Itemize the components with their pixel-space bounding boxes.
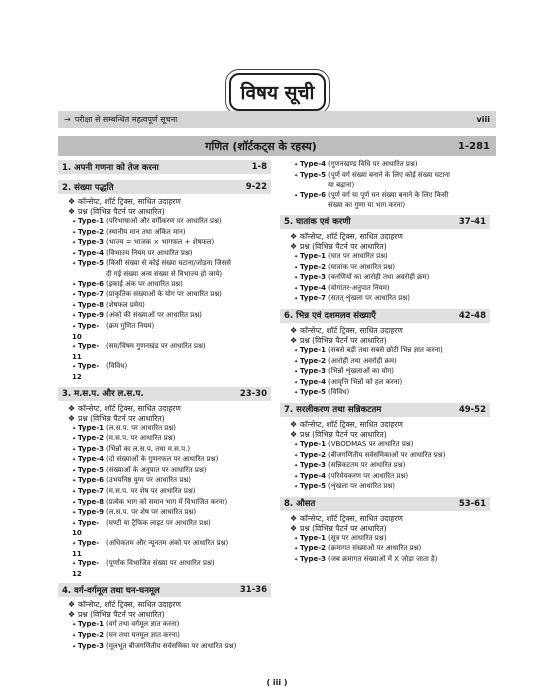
type-label: ✦ Type-10 bbox=[72, 322, 106, 342]
chapter-header[interactable] bbox=[58, 160, 271, 174]
concept-bullet bbox=[290, 420, 490, 430]
type-desc: संख्या का गुणा या भाग करना) bbox=[328, 201, 406, 210]
type-label: ✦ Type-3 bbox=[294, 367, 328, 378]
type-row bbox=[294, 273, 490, 284]
type-desc: (उभयनिष्ठ युग्म पर आधारित प्रश्न) bbox=[106, 476, 191, 485]
section-header bbox=[58, 136, 496, 156]
type-row bbox=[294, 357, 490, 368]
page-number: ( iii ) bbox=[266, 678, 288, 687]
type-desc: (गुणनखण्ड विधि पर आधारित प्रश्न) bbox=[328, 160, 418, 168]
bullet-text: कॉन्सेप्ट, शॉर्ट ट्रिक्स, साधित उदाहरण bbox=[78, 403, 181, 413]
type-label: ✦ Type-2 bbox=[294, 357, 328, 368]
type-row bbox=[294, 534, 490, 545]
chapter-pages: 23-30 bbox=[239, 388, 267, 399]
question-bullet bbox=[290, 336, 490, 346]
chapter-header[interactable] bbox=[58, 180, 271, 194]
chapter-title: 7. सरलीकरण तथा सन्निकटतम bbox=[284, 405, 382, 416]
type-desc: (योगांतर-अनुपात नियम) bbox=[328, 283, 390, 292]
type-label: ✦ Type-2 bbox=[72, 228, 106, 239]
type-row bbox=[294, 171, 490, 182]
type-row bbox=[294, 346, 490, 357]
chapter-pages: 1-8 bbox=[251, 162, 267, 172]
diamond-icon: ❖ bbox=[290, 523, 298, 533]
bullet-text: प्रश्न (विभिन्न पैटर्न पर आधारित) bbox=[300, 241, 387, 251]
type-row bbox=[72, 434, 271, 445]
type-row bbox=[294, 461, 490, 472]
type-row bbox=[294, 440, 490, 451]
type-label: ✦ Type-12 bbox=[72, 559, 106, 579]
type-desc: (स्थानीय मान तथा अंकित मान) bbox=[106, 227, 186, 236]
diamond-icon: ❖ bbox=[290, 419, 298, 429]
type-label: ✦ Type-8 bbox=[72, 498, 106, 509]
concept-bullet bbox=[290, 326, 490, 336]
info-label bbox=[64, 114, 177, 125]
type-row bbox=[72, 424, 271, 435]
type-desc: (सबसे बड़ी तथा सबसे छोटी भिन्न ज्ञात करना) bbox=[328, 345, 443, 354]
diamond-icon: ❖ bbox=[68, 403, 76, 413]
bullet-text: कॉन्सेप्ट, शॉर्ट ट्रिक्स, साधित उदाहरण bbox=[300, 513, 403, 523]
left-column bbox=[58, 160, 271, 652]
chapter-pages: 53-61 bbox=[458, 498, 486, 509]
type-row bbox=[72, 476, 271, 487]
type-desc: (ल.स.प. पर शेष पर आधारित प्रश्न) bbox=[106, 508, 197, 517]
type-label: ✦ Type-9 bbox=[72, 311, 106, 322]
type-row bbox=[72, 620, 271, 631]
type-row bbox=[294, 284, 490, 295]
type-row bbox=[72, 362, 271, 382]
type-desc: (म.स.प. पर शेष पर आधारित प्रश्न) bbox=[106, 487, 196, 496]
diamond-icon: ❖ bbox=[290, 325, 298, 335]
diamond-icon: ❖ bbox=[68, 413, 76, 423]
chapter-header[interactable] bbox=[58, 583, 271, 597]
type-label: ✦ Type-1 bbox=[294, 440, 328, 451]
type-label: ✦ Type-2 bbox=[294, 451, 328, 462]
type-label: ✦ Type-4 bbox=[294, 160, 328, 171]
question-bullet bbox=[290, 242, 490, 252]
info-page: viii bbox=[476, 115, 490, 124]
page-title-text: विषय सूची bbox=[240, 82, 315, 104]
concept-bullet bbox=[290, 514, 490, 524]
type-row bbox=[72, 228, 271, 239]
bullet-text: कॉन्सेप्ट, शॉर्ट ट्रिक्स, साधित उदाहरण bbox=[78, 600, 181, 610]
type-desc: (भिन्नों का ल.स.प. तथा म.स.प.) bbox=[106, 444, 191, 453]
type-row bbox=[294, 201, 490, 211]
type-label: ✦ Type-5 bbox=[294, 171, 328, 182]
bullet-text: प्रश्न (विभिन्न पैटर्न पर आधारित) bbox=[300, 523, 387, 533]
type-desc: (सतत् शृंखला पर आधारित प्रश्न) bbox=[328, 294, 410, 303]
type-desc: (अंको की संख्याओं पर आधारित प्रश्न) bbox=[106, 311, 202, 320]
type-desc: (अधिकतम और न्यूनतम अंको पर आधारित प्रश्न) bbox=[106, 539, 229, 548]
type-desc: (प्राकृतिक संख्याओं के योग पर आधारित प्रश्न) bbox=[106, 290, 222, 299]
type-desc: (पूर्ण वर्ग संख्या बनाने के लिए कोई संख्या घटाना bbox=[328, 170, 450, 179]
right-column bbox=[280, 160, 490, 566]
type-desc: (घन तथा घनमूल ज्ञात करना) bbox=[106, 631, 180, 639]
type-row bbox=[72, 217, 271, 228]
bullet-text: प्रश्न (विभिन्न पैटर्न पर आधारित) bbox=[78, 413, 165, 423]
bullet-text: कॉन्सेप्ट, शॉर्ट ट्रिक्स, साधित उदाहरण bbox=[78, 197, 181, 206]
type-label: ✦ Type-11 bbox=[72, 539, 106, 559]
type-desc: (VBODMAS पर आधारित प्रश्न) bbox=[328, 439, 414, 448]
bullet-text: प्रश्न (विभिन्न पैटर्न पर आधारित) bbox=[78, 207, 165, 216]
bullet-text: कॉन्सेप्ट, शॉर्ट ट्रिक्स, साधित उदाहरण bbox=[300, 231, 403, 241]
type-label: ✦ Type-3 bbox=[294, 461, 328, 472]
bullet-text: प्रश्न (विभिन्न पैटर्न पर आधारित) bbox=[300, 429, 387, 439]
type-row bbox=[294, 191, 490, 202]
concept-bullet bbox=[68, 197, 271, 207]
type-label: ✦ Type-2 bbox=[72, 434, 106, 445]
type-desc: (परिमेयकरण पर आधारित प्रश्न) bbox=[328, 471, 409, 480]
type-label: ✦ Type-5 bbox=[294, 482, 328, 493]
concept-bullet bbox=[290, 232, 490, 242]
type-desc: (शृंखला पर आधारित प्रश्न) bbox=[328, 482, 396, 491]
diamond-icon: ❖ bbox=[290, 429, 298, 439]
type-label: ✦ Type-1 bbox=[72, 620, 106, 631]
type-label: ✦ Type-7 bbox=[72, 290, 106, 301]
type-desc: (संख्याओं के अनुपात पर आधारित प्रश्न) bbox=[106, 465, 207, 474]
type-desc: (दो संख्याओं के गुणनफल पर आधारित प्रश्न) bbox=[106, 455, 219, 464]
chapter-header[interactable] bbox=[58, 387, 271, 401]
type-desc: (सन्निकटतम पर आधारित प्रश्न) bbox=[328, 461, 406, 470]
diamond-icon: ❖ bbox=[290, 513, 298, 523]
chapter-pages: 9-22 bbox=[245, 182, 267, 192]
type-label: ✦ Type-1 bbox=[294, 252, 328, 263]
type-desc: (किसी संख्या से कोई संख्या घटाना/जोड़ना जिससे bbox=[106, 259, 232, 268]
type-row bbox=[72, 259, 271, 270]
type-label: ✦ Type-4 bbox=[294, 472, 328, 483]
type-row bbox=[294, 294, 490, 305]
type-label: ✦ Type-3 bbox=[72, 445, 106, 456]
chapter-pages: 42-48 bbox=[458, 310, 486, 321]
type-label: ✦ Type-3 bbox=[72, 642, 106, 653]
type-row bbox=[72, 311, 271, 322]
chapter-title: 4. वर्ग-वर्गमूल तथा घन-घनमूल bbox=[62, 585, 160, 596]
chapter-title: 2. संख्या पद्धति bbox=[62, 182, 114, 193]
type-desc: (भाज्य = भाजक × भागफल + शेषफल) bbox=[106, 238, 215, 247]
type-label: ✦ Type-2 bbox=[294, 263, 328, 274]
info-text: परीक्षा से सम्बन्धित महत्वपूर्ण सूचना bbox=[74, 115, 178, 124]
concept-bullet bbox=[68, 600, 271, 610]
type-row bbox=[72, 519, 271, 539]
type-desc: (सम/विषम गुणनखंड पर आधारित प्रश्न) bbox=[106, 342, 206, 351]
type-desc: (सूत्र पर आधारित प्रश्न) bbox=[328, 533, 387, 542]
type-row bbox=[72, 270, 271, 280]
bullet-text: कॉन्सेप्ट, शॉर्ट ट्रिक्स, साधित उदाहरण bbox=[300, 325, 403, 335]
bullet-text: प्रश्न (विभिन्न पैटर्न पर आधारित) bbox=[78, 610, 165, 620]
type-row bbox=[72, 322, 271, 342]
type-row bbox=[72, 539, 271, 559]
type-row bbox=[72, 487, 271, 498]
section-title: गणित (शॉर्टकट्स के रहस्य) bbox=[205, 139, 317, 153]
question-bullet bbox=[290, 430, 490, 440]
type-desc: (मूलभूत बीजगणितीय सर्वसमिका पर आधारित प्रश्न) bbox=[106, 641, 237, 650]
type-desc: (भिन्नों शृंखलाओं का योग) bbox=[328, 367, 394, 376]
type-row bbox=[72, 508, 271, 519]
question-bullet bbox=[68, 207, 271, 217]
chapter-title: 8. औसत bbox=[284, 499, 316, 510]
type-label: ✦ Type-12 bbox=[72, 362, 106, 382]
type-row bbox=[294, 388, 490, 399]
type-label: ✦ Type-1 bbox=[294, 534, 328, 545]
chapter-title: 1. अपनी गणना को तेज करना bbox=[62, 162, 159, 173]
diamond-icon: ❖ bbox=[68, 207, 76, 216]
type-label: ✦ Type-6 bbox=[72, 476, 106, 487]
type-row bbox=[294, 472, 490, 483]
chapter-header[interactable] bbox=[280, 215, 490, 229]
type-desc: (वर्ग तथा वर्गमूल ज्ञात करना) bbox=[106, 620, 180, 629]
type-label: ✦ Type-7 bbox=[294, 294, 328, 305]
type-label: ✦ Type-6 bbox=[294, 191, 328, 202]
type-desc: (पूर्ण वर्ग या पूर्ण घन संख्या बनाने के लिए किसी bbox=[328, 190, 449, 199]
type-label: ✦ Type-9 bbox=[72, 508, 106, 519]
type-row bbox=[72, 455, 271, 466]
type-row bbox=[294, 160, 490, 171]
type-label: ✦ Type-3 bbox=[294, 555, 328, 566]
type-label: ✦ Type-4 bbox=[72, 455, 106, 466]
type-row bbox=[294, 367, 490, 378]
type-label: ✦ Type-2 bbox=[294, 544, 328, 555]
type-row bbox=[294, 544, 490, 555]
type-desc: (घण्टी या ट्रैफिक लाइट पर आधारित प्रश्न) bbox=[106, 518, 211, 527]
type-desc: (ल.स.प. पर आधारित प्रश्न) bbox=[106, 423, 176, 432]
type-row bbox=[72, 238, 271, 249]
type-desc: (विविध) bbox=[328, 388, 350, 397]
type-label: ✦ Type-7 bbox=[72, 487, 106, 498]
type-row bbox=[72, 342, 271, 362]
type-label: ✦ Type-10 bbox=[72, 519, 106, 539]
concept-bullet bbox=[68, 404, 271, 414]
type-row bbox=[294, 181, 490, 191]
chapter-title: 3. म.स.प. और ल.स.प. bbox=[62, 389, 144, 399]
type-desc: (क्रम गुणित नियम) bbox=[106, 321, 155, 330]
type-label: ✦ Type-1 bbox=[72, 424, 106, 435]
type-desc: (म.स.प. पर आधारित प्रश्न) bbox=[106, 434, 176, 443]
type-row bbox=[72, 559, 271, 579]
type-label: ✦ Type-1 bbox=[294, 346, 328, 357]
type-label: ✦ Type-5 bbox=[72, 466, 106, 477]
question-bullet bbox=[68, 414, 271, 424]
diamond-icon: ❖ bbox=[68, 197, 76, 206]
bullet-text: कॉन्सेप्ट, शॉर्ट ट्रिक्स, साधित उदाहरण bbox=[300, 419, 403, 429]
type-desc: (बीजगणितीय सर्वसमिकाओं पर आधारित प्रश्न) bbox=[328, 450, 446, 459]
section-pages: 1-281 bbox=[458, 140, 490, 152]
type-desc: (घात पर आधारित प्रश्न) bbox=[328, 251, 388, 260]
type-row bbox=[294, 263, 490, 274]
type-row bbox=[72, 466, 271, 477]
chapter-title: 6. भिन्न एवं दशमलव संख्याएँ bbox=[284, 311, 376, 322]
arrow-right-icon: → bbox=[64, 115, 71, 124]
type-desc: (आरोही तथा अवरोही क्रम) bbox=[328, 356, 397, 365]
diamond-icon: ❖ bbox=[290, 241, 298, 251]
type-label: ✦ Type-1 bbox=[72, 217, 106, 228]
type-label: ✦ Type-8 bbox=[72, 301, 106, 312]
type-row bbox=[72, 445, 271, 456]
question-bullet bbox=[290, 524, 490, 534]
type-desc: (इकाई अंक पर आधारित प्रश्न) bbox=[106, 279, 183, 288]
type-desc: या बढ़ाना) bbox=[328, 181, 355, 190]
type-desc: (पूर्णांक विभाजित संख्या पर आधारित प्रश्न) bbox=[106, 559, 215, 568]
diamond-icon: ❖ bbox=[290, 231, 298, 241]
type-row bbox=[72, 290, 271, 301]
type-desc: (विविध) bbox=[106, 362, 128, 371]
type-label: ✦ Type-4 bbox=[72, 249, 106, 260]
type-label: ✦ Type-5 bbox=[72, 259, 106, 270]
type-row bbox=[72, 642, 271, 653]
type-desc: (जब क्रमागत संख्याओं में X जोड़ा जाता है) bbox=[328, 555, 438, 564]
type-label: ✦ Type-4 bbox=[294, 378, 328, 389]
type-desc: (आवृत्ति भिन्नों को हल करना) bbox=[328, 377, 403, 386]
bullet-text: प्रश्न (विभिन्न पैटर्न पर आधारित) bbox=[300, 335, 387, 345]
chapter-title: 5. घातांक एवं करणी bbox=[284, 217, 351, 228]
type-label: ✦ Type-11 bbox=[72, 342, 106, 362]
type-row bbox=[72, 498, 271, 509]
type-desc: (करणियों का आरोही तथा अवरोही क्रम) bbox=[328, 273, 430, 282]
type-desc: (क्रमागत संख्याओं पर आधारित प्रश्न) bbox=[328, 544, 422, 553]
chapter-pages: 31-36 bbox=[239, 585, 267, 596]
type-row bbox=[294, 482, 490, 493]
chapter-header[interactable] bbox=[280, 309, 490, 323]
page-title bbox=[229, 73, 326, 111]
type-row bbox=[72, 631, 271, 642]
type-desc: (प्रत्येक भाग को समान भाग में विभाजित करना) bbox=[106, 497, 228, 506]
type-row bbox=[294, 252, 490, 263]
type-row bbox=[72, 280, 271, 291]
diamond-icon: ❖ bbox=[68, 600, 76, 610]
type-desc: (विभाज्य नियम पर आधारित प्रश्न) bbox=[106, 248, 193, 257]
diamond-icon: ❖ bbox=[68, 610, 76, 620]
info-bar[interactable] bbox=[58, 111, 496, 128]
question-bullet bbox=[68, 610, 271, 620]
chapter-header[interactable] bbox=[280, 403, 490, 417]
type-desc: (परिभाषाओं और वर्गीकरण पर आधारित प्रश्न) bbox=[106, 217, 222, 225]
type-row bbox=[72, 249, 271, 260]
type-row bbox=[294, 378, 490, 389]
type-desc: दी गई संख्या अन्य संख्या से विभाज्य हो जाये) bbox=[106, 269, 223, 278]
type-desc: (घातांक पर आधारित प्रश्न) bbox=[328, 262, 395, 271]
diamond-icon: ❖ bbox=[290, 335, 298, 345]
type-desc: (शेषफल प्रमेय) bbox=[106, 300, 145, 309]
type-row bbox=[72, 301, 271, 312]
chapter-pages: 37-41 bbox=[458, 216, 486, 227]
type-label: ✦ Type-3 bbox=[294, 273, 328, 284]
chapter-pages: 49-52 bbox=[458, 404, 486, 415]
type-label: ✦ Type-4 bbox=[294, 284, 328, 295]
chapter-header[interactable] bbox=[280, 497, 490, 511]
type-row bbox=[294, 555, 490, 566]
type-label: ✦ Type-3 bbox=[72, 238, 106, 249]
type-row bbox=[294, 451, 490, 462]
type-label: ✦ Type-6 bbox=[72, 280, 106, 291]
type-label: ✦ Type-2 bbox=[72, 631, 106, 642]
type-label: ✦ Type-5 bbox=[294, 388, 328, 399]
